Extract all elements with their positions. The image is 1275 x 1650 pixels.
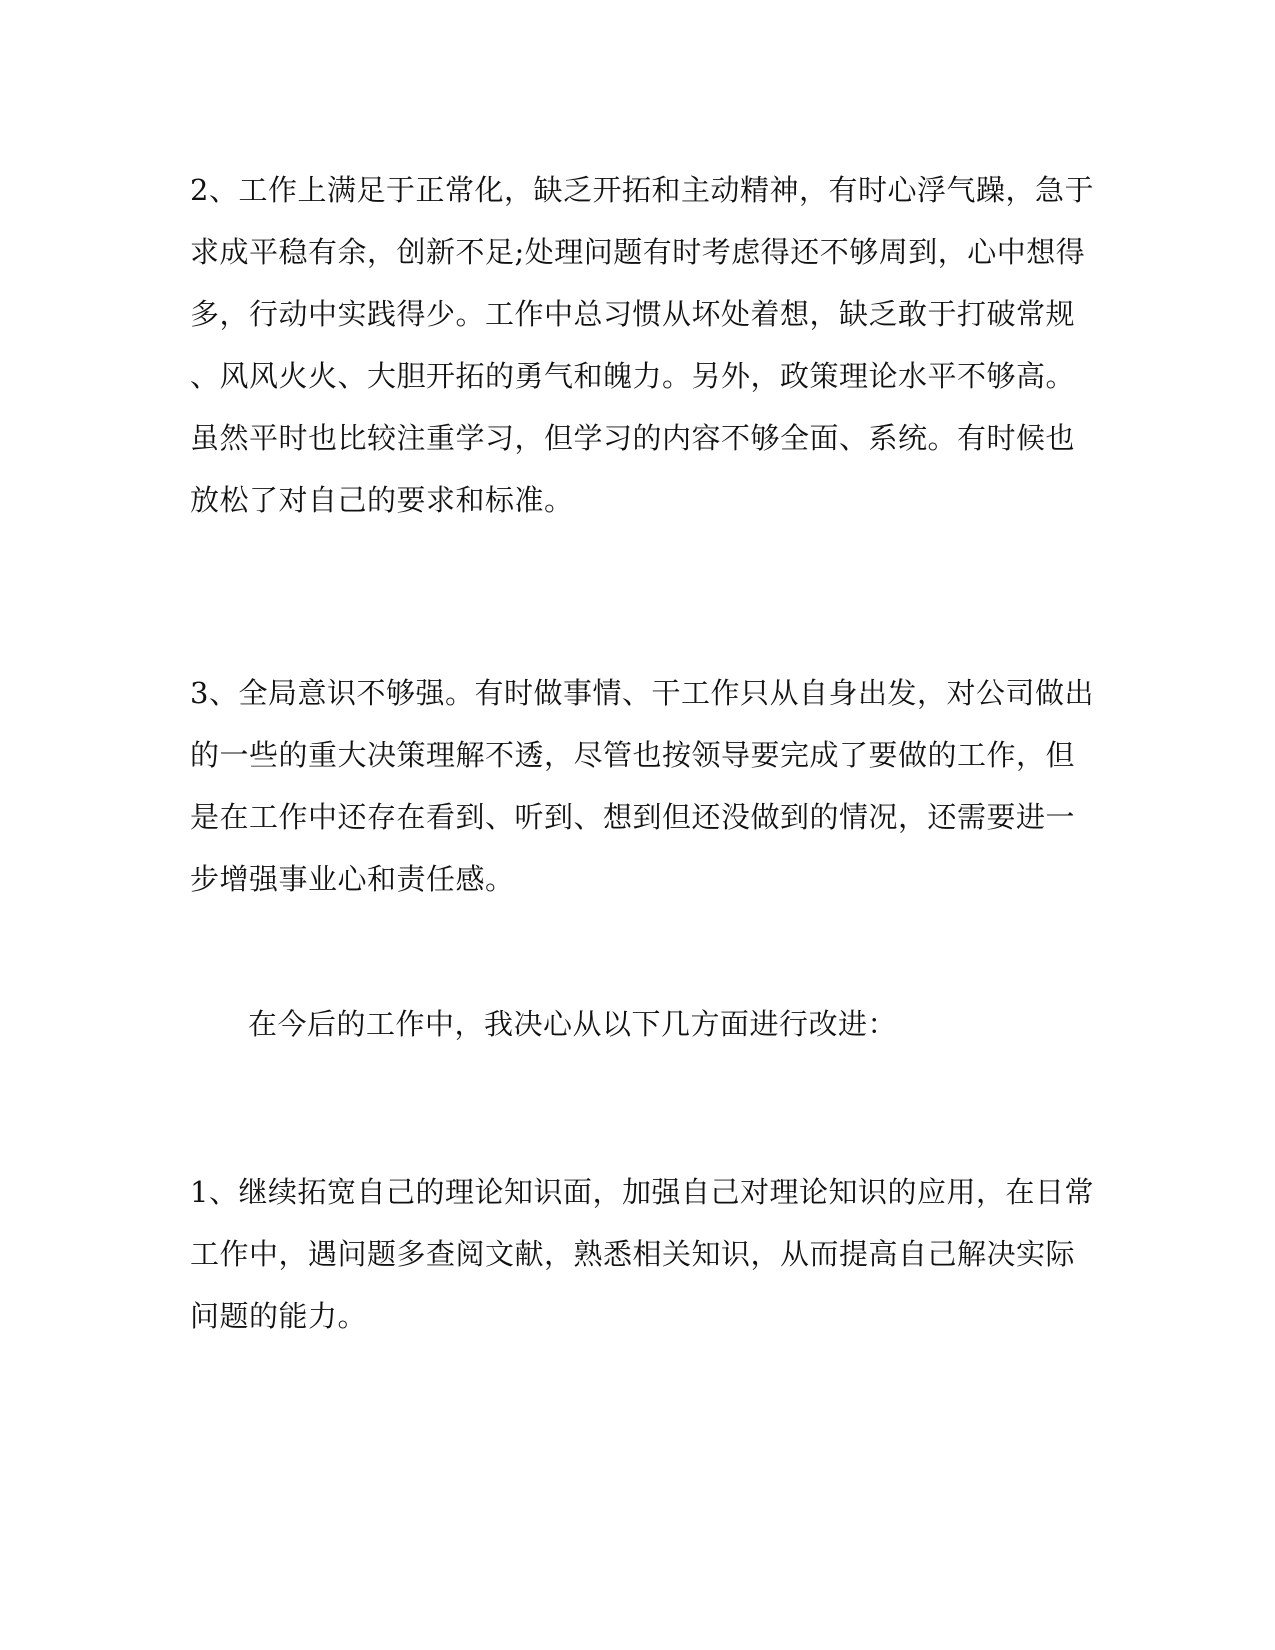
text-line: 多，行动中实践得少。工作中总习惯从坏处着想，缺乏敢于打破常规 [190,297,1076,331]
text-line: 的一些的重大决策理解不透，尽管也按领导要完成了要做的工作，但 [190,738,1076,772]
text-line: 3、全局意识不够强。有时做事情、干工作只从自身出发，对公司做出 [190,676,1094,710]
text-line: 虽然平时也比较注重学习，但学习的内容不够全面、系统。有时候也 [190,421,1076,455]
text-line: 工作中，遇问题多查阅文献，熟悉相关知识，从而提高自己解决实际 [190,1237,1076,1271]
text-line: 求成平稳有余，创新不足;处理问题有时考虑得还不够周到，心中想得 [190,235,1086,269]
text-line: 问题的能力。 [190,1299,368,1333]
text-line: 步增强事业心和责任感。 [190,862,515,896]
text-line: 是在工作中还存在看到、听到、想到但还没做到的情况，还需要进一 [190,800,1076,834]
intro-line: 在今后的工作中，我决心从以下几方面进行改进： [248,1007,898,1041]
text-line: 放松了对自己的要求和标准。 [190,483,574,517]
text-line: 1、继续拓宽自己的理论知识面，加强自己对理论知识的应用，在日常 [190,1175,1094,1209]
text-line: 2、工作上满足于正常化，缺乏开拓和主动精神，有时心浮气躁，急于 [190,173,1094,207]
text-line: 、风风火火、大胆开拓的勇气和魄力。另外，政策理论水平不够高。 [190,359,1076,393]
